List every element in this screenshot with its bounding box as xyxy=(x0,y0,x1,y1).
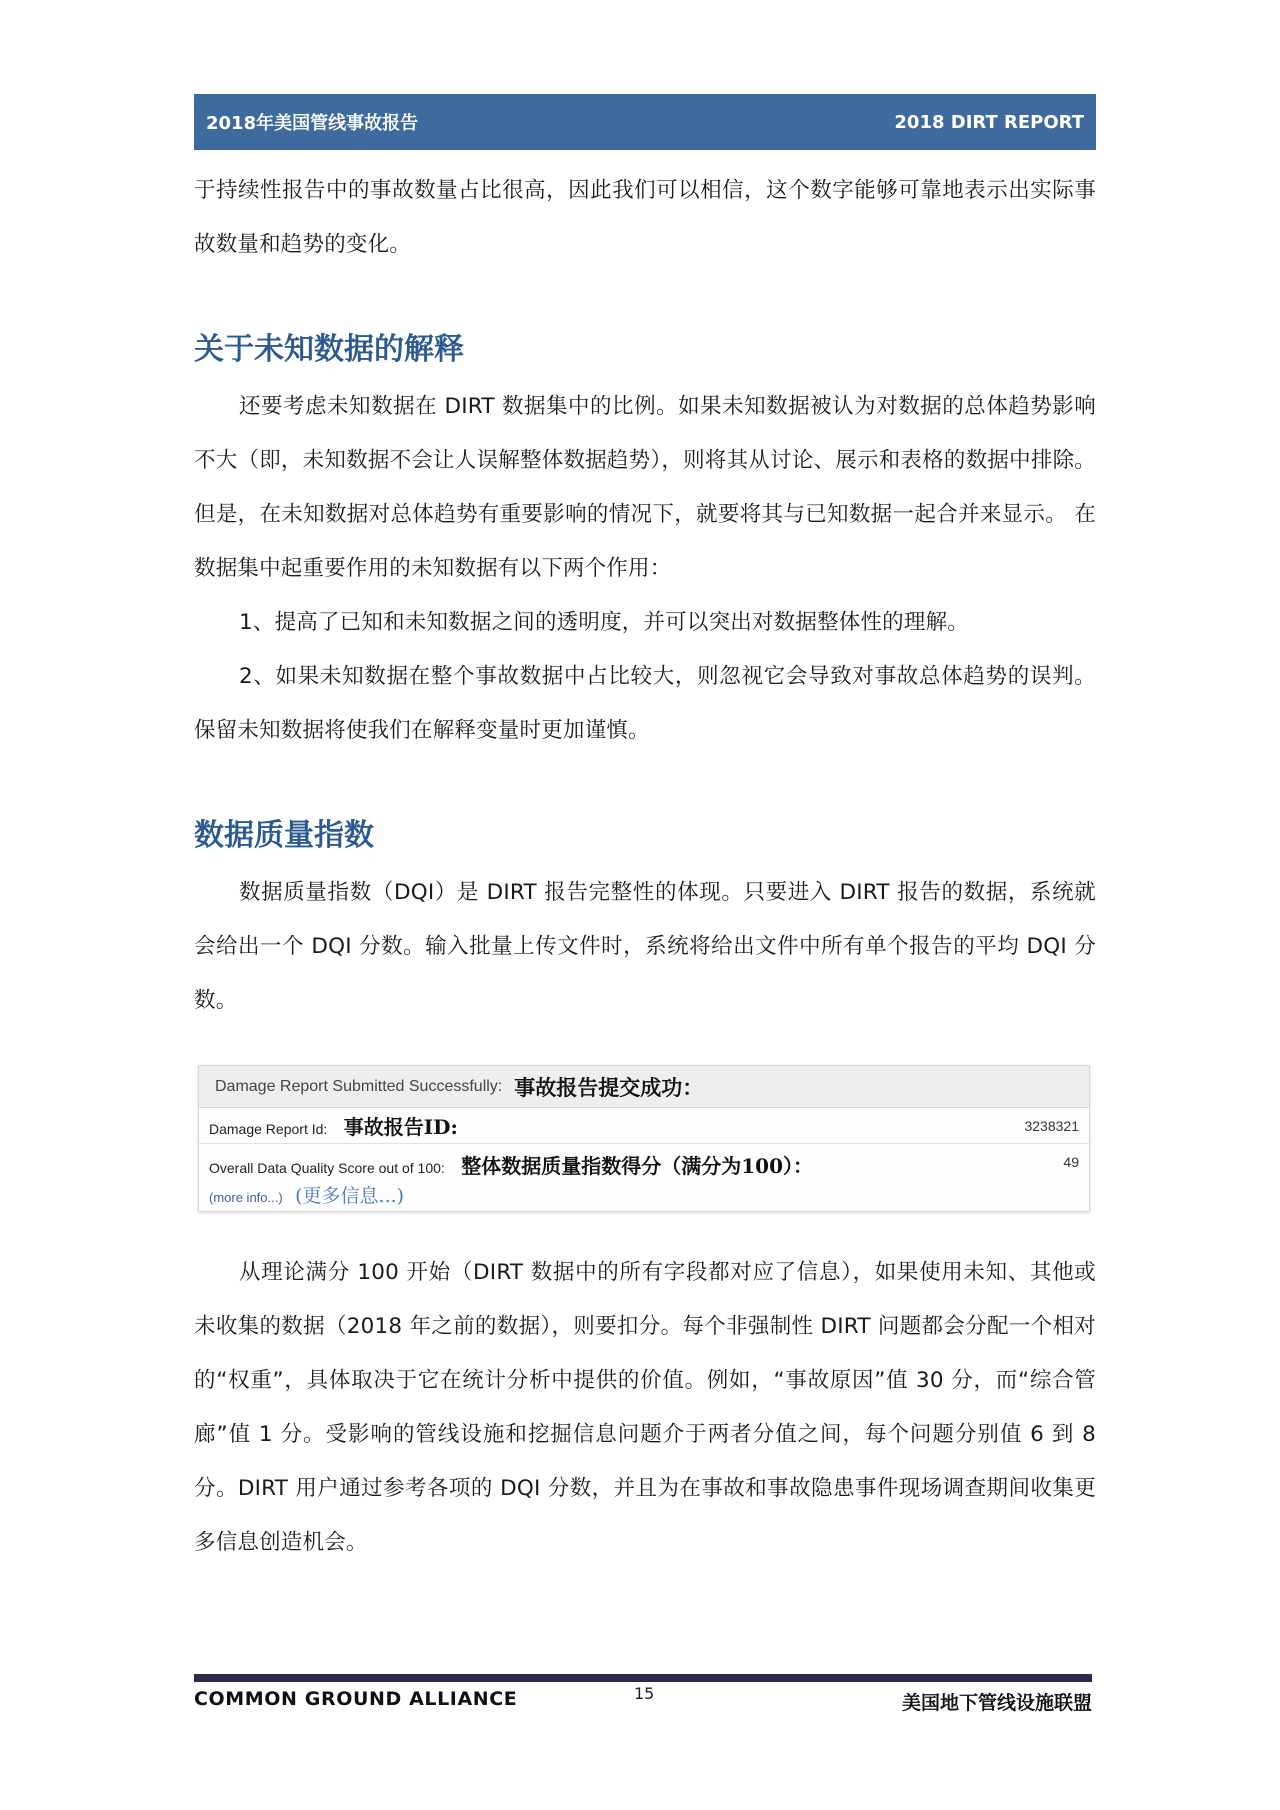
more-info-link-zh[interactable]: (更多信息...) xyxy=(295,1185,405,1207)
section-dqi-body xyxy=(194,866,1096,1028)
intro-paragraph: 于持续性报告中的事故数量占比很高，因此我们可以相信，这个数字能够可靠地表示出实际事故数量和趋势的变化。 xyxy=(194,178,1096,257)
report-id-label-en: Damage Report Id: xyxy=(209,1121,328,1137)
dqi-row-score xyxy=(199,1144,1089,1208)
dqi-panel-header xyxy=(199,1066,1089,1108)
footer-organization-en: COMMON GROUND ALLIANCE xyxy=(194,1688,518,1710)
header-title-en: 2018 DIRT REPORT xyxy=(894,111,1084,133)
section-unknown-data xyxy=(194,330,1096,370)
score-label-en: Overall Data Quality Score out of 100: xyxy=(209,1160,445,1176)
dqi-head-zh: 事故报告提交成功： xyxy=(514,1074,704,1100)
score-label-zh: 整体数据质量指数得分（满分为100）： xyxy=(461,1154,813,1178)
unknown-data-point-2: 2、如果未知数据在整个事故数据中占比较大，则忽视它会导致对事故总体趋势的误判。保留未知数据将使我们在解释变量时更加谨慎。 xyxy=(194,664,1096,743)
more-info-link-en[interactable]: (more info...) xyxy=(209,1190,283,1205)
unknown-data-point-1: 1、提高了已知和未知数据之间的透明度，并可以突出对数据整体性的理解。 xyxy=(239,610,969,635)
report-id-value: 3238321 xyxy=(1024,1117,1079,1134)
score-value: 49 xyxy=(1063,1154,1079,1170)
unknown-data-paragraph: 还要考虑未知数据在 DIRT 数据集中的比例。如果未知数据被认为对数据的总体趋势影响不大（即，未知数据不会让人误解整体数据趋势），则将其从讨论、展示和表格的数据中排除。但是，在未知数据对总体趋势有重要影响的情况下，就要将其与已知数据一起合并来显示。 在数据集中起重要作用的未知数据有以下两个作用： xyxy=(194,394,1096,581)
dqi-row-report-id xyxy=(199,1108,1089,1144)
dqi-explanation-paragraph: 从理论满分 100 开始（DIRT 数据中的所有字段都对应了信息），如果使用未知、其他或未收集的数据（2018 年之前的数据），则要扣分。每个非强制性 DIRT 问题都会分配一个相对的“权重”，具体取决于它在统计分析中提供的价值。例如，“事故原因”值 30 分，而“综合管廊”值 1 分。受影响的管线设施和挖掘信息问题介于两者分值之间，每个问题分别值 6 到 8 分。DIRT 用户通过参考各项的 DQI 分数，并且为在事故和事故隐患事件现场调查期间收集更多信息创造机会。 xyxy=(194,1260,1096,1555)
header-title-zh: 2018年美国管线事故报告 xyxy=(206,113,419,134)
section-dqi xyxy=(194,816,1096,856)
page-number: 15 xyxy=(634,1684,655,1703)
footer-organization-zh: 美国地下管线设施联盟 xyxy=(901,1692,1092,1714)
dqi-explanation-block xyxy=(194,1246,1096,1570)
section-unknown-data-body xyxy=(194,380,1096,758)
dqi-head-en: Damage Report Submitted Successfully: xyxy=(215,1077,503,1095)
intro-block xyxy=(194,164,1096,272)
dqi-paragraph: 数据质量指数（DQI）是 DIRT 报告完整性的体现。只要进入 DIRT 报告的数据，系统就会给出一个 DQI 分数。输入批量上传文件时，系统将给出文件中所有单个报告的平均 DQI 分数。 xyxy=(194,880,1096,1013)
report-id-label-zh: 事故报告ID: xyxy=(343,1115,458,1139)
dqi-result-panel xyxy=(198,1065,1090,1212)
section-title-dqi: 数据质量指数 xyxy=(194,818,374,853)
section-title-unknown-data: 关于未知数据的解释 xyxy=(194,332,464,367)
page-header xyxy=(194,94,1096,150)
footer-divider xyxy=(194,1674,1092,1682)
